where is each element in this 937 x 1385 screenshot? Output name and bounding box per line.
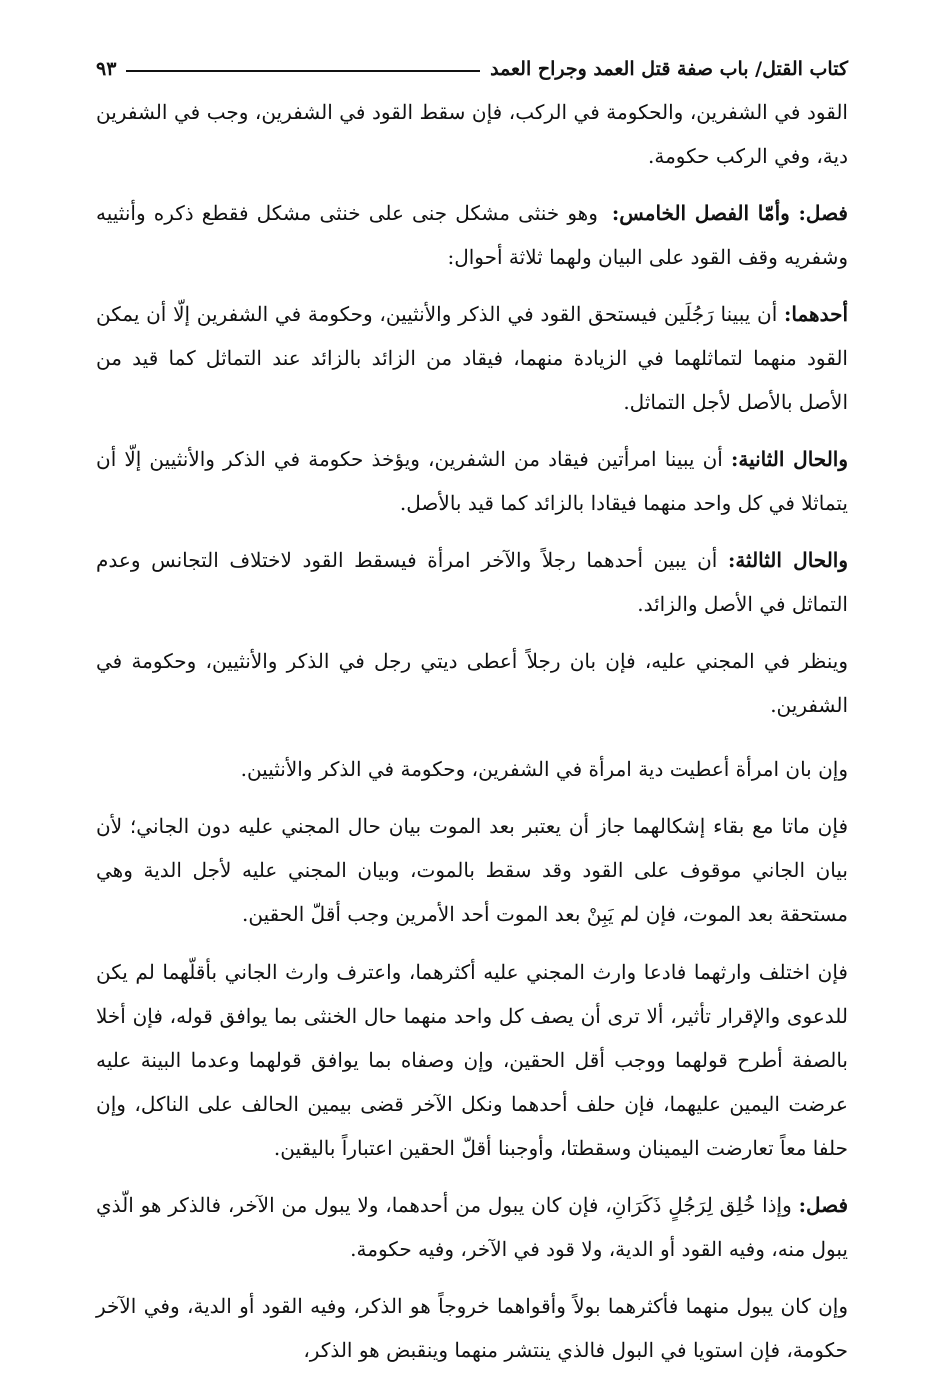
- paragraph-heading: فصل:: [798, 1193, 849, 1217]
- header-title: كتاب القتل/ باب صفة قتل العمد وجراح العمد: [490, 58, 848, 80]
- paragraph: [96, 950, 848, 1170]
- paragraph-text: وإن بان امرأة أعطيت دية امرأة في الشفرين، وحكومة في الذكر والأنثيين.: [240, 757, 848, 781]
- paragraph-text: وهو خنثى مشكل جنى على خنثى مشكل فقطع ذكره وأنثييه وشفريه وقف القود على البيان ولهما ثلاثة أحوال:: [96, 201, 848, 269]
- page-number: ٩٣: [96, 58, 117, 80]
- paragraph-text: أن يبين أحدهما رجلاً والآخر امرأة فيسقط القود لاختلاف التجانس وعدم التماثل في الأصل والزائد.: [96, 548, 848, 616]
- header-rule: [126, 70, 480, 72]
- paragraph: [96, 804, 848, 936]
- paragraph: [96, 191, 848, 279]
- paragraph-text: فإن ماتا مع بقاء إشكالهما جاز أن يعتبر بعد الموت بيان حال المجني عليه دون الجاني؛ لأن بيان الجاني موقوف على القود وقد سقط بالموت، وبيان المجني عليه لأجل الدية وهي مستحقة بعد الموت، فإن لم يَبِنْ بعد الموت أحد الأمرين وجب أقلّ الحقين.: [96, 814, 848, 926]
- paragraph-text: أن يبينا رَجُلَين فيستحق القود في الذكر والأنثيين، وحكومة في الشفرين إلّا أن يمكن القود منهما لتماثلهما في الزيادة منهما، فيقاد من الزائد بالزائد عند التماثل كما قيد من الأصل بالأصل لأجل التماثل.: [96, 302, 848, 414]
- paragraph-text: وينظر في المجني عليه، فإن بان رجلاً أعطى ديتي رجل في الذكر والأنثيين، وحكومة في الشفرين.: [96, 649, 848, 717]
- paragraph: [96, 90, 848, 178]
- paragraph-text: القود في الشفرين، والحكومة في الركب، فإن سقط القود في الشفرين، وجب في الشفرين دية، وفي الركب حكومة.: [96, 100, 848, 168]
- paragraph-heading: والحال الثانية:: [730, 447, 849, 471]
- paragraph-text: فإن اختلف وارثهما فادعا وارث المجني عليه أكثرهما، واعترف وارث الجاني بأقلّهما لم يكن للدعوى والإقرار تأثير، ألا ترى أن يصف كل واحد منهما حال الخنثى بما يوافق قوله، فإن أخلا بالصفة أطرح قولهما ووجب أقل الحقين، وإن وصفاه بما يوافق قولهما وعدما البينة عليه عرضت اليمين عليهما، فإن حلف أحدهما ونكل الآخر قضى بيمين الحالف على الناكل، وإن حلفا معاً تعارضت اليمينان وسقطتا، وأوجبنا أقلّ الحقين اعتباراً باليقين.: [96, 960, 848, 1160]
- paragraph-text: أن يبينا امرأتين فيقاد من الشفرين، ويؤخذ حكومة في الذكر والأنثيين إلّا أن يتماثلا في كل واحد منهما فيقادا بالزائد كما قيد بالأصل.: [96, 447, 848, 515]
- paragraph: [96, 1183, 848, 1271]
- running-header: [96, 52, 848, 86]
- paragraph: [96, 639, 848, 727]
- paragraph-text: وإذا خُلِق لِرَجُلٍ ذَكَرَانِ، فإن كان يبول من أحدهما، ولا يبول من الآخر، فالذكر هو الّذي يبول منه، وفيه القود أو الدية، ولا قود في الآخر، وفيه حكومة.: [96, 1193, 848, 1261]
- paragraph: [96, 538, 848, 626]
- document-page: [96, 52, 848, 1385]
- paragraph-heading: فصل: وأمّا الفصل الخامس:: [611, 201, 848, 225]
- paragraph-text: وإن كان يبول منهما فأكثرهما بولاً وأقواهما خروجاً هو الذكر، وفيه القود أو الدية، وفي الآخر حكومة، فإن استويا في البول فالذي ينتشر منهما وينقبض هو الذكر،: [96, 1294, 848, 1362]
- paragraph-heading: أحدهما:: [784, 302, 849, 326]
- paragraph: [96, 292, 848, 424]
- paragraph: [96, 1284, 848, 1372]
- paragraph: [96, 747, 848, 791]
- paragraph-heading: والحال الثالثة:: [727, 548, 849, 572]
- paragraph: [96, 437, 848, 525]
